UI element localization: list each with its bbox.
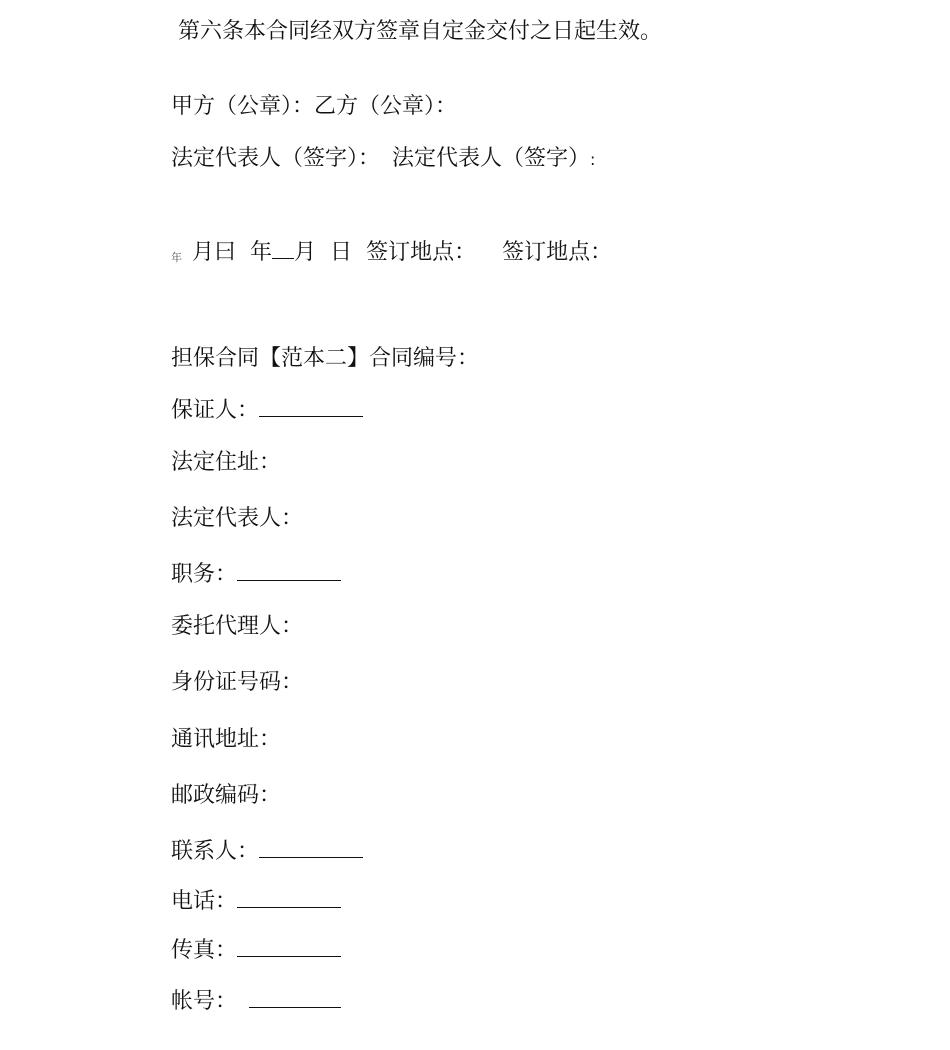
legal-rep-label: 法定代表人：	[171, 506, 304, 531]
fax-field	[171, 936, 341, 965]
agent-label: 委托代理人：	[171, 614, 304, 639]
month-blank	[272, 238, 294, 259]
party-a-seal-label: 甲方（公章）：	[171, 94, 315, 119]
account-label: 帐号：	[171, 989, 238, 1014]
seal-line	[171, 93, 457, 121]
fax-blank	[237, 936, 341, 957]
date-text-2: 年	[250, 240, 273, 265]
party-b-rep-label: 法定代表人（签字）	[392, 146, 591, 171]
legal-address-label: 法定住址：	[171, 450, 282, 475]
guarantor-blank	[259, 396, 363, 417]
phone-field	[171, 887, 341, 916]
phone-blank	[237, 887, 341, 908]
guarantee-contract-title: 担保合同【范本二】合同编号：	[171, 346, 480, 371]
party-b-seal-label: 乙方（公章）：	[314, 94, 458, 119]
contact-label: 联系人：	[171, 839, 260, 864]
year-mark: 年	[171, 251, 182, 264]
signing-place-label-1: 签订地点：	[366, 240, 477, 265]
account-field	[171, 987, 341, 1016]
article-6-text: 第六条本合同经双方签章自定金交付之日起生效。	[178, 19, 663, 44]
date-text-3: 月	[294, 240, 317, 265]
contact-field	[171, 837, 363, 866]
legal-rep-signature-line	[171, 145, 595, 174]
date-place-line	[171, 238, 612, 272]
date-text-4: 日	[330, 240, 353, 265]
position-blank	[237, 560, 341, 581]
guarantor-label: 保证人：	[171, 398, 260, 423]
fax-label: 传真：	[171, 938, 238, 963]
position-field	[171, 560, 341, 589]
date-text-1: 月曰	[192, 240, 237, 265]
id-number-label: 身份证号码：	[171, 670, 304, 695]
party-a-rep-label: 法定代表人（签字）：	[171, 146, 381, 171]
account-blank	[249, 987, 341, 1008]
mail-address-label: 通讯地址：	[171, 727, 282, 752]
signing-place-label-2: 签订地点：	[502, 240, 613, 265]
phone-label: 电话：	[171, 889, 238, 914]
guarantor-field	[171, 396, 363, 425]
contact-blank	[259, 837, 363, 858]
postal-code-label: 邮政编码：	[171, 783, 282, 808]
party-b-rep-colon: :	[590, 150, 596, 169]
position-label: 职务：	[171, 562, 238, 587]
